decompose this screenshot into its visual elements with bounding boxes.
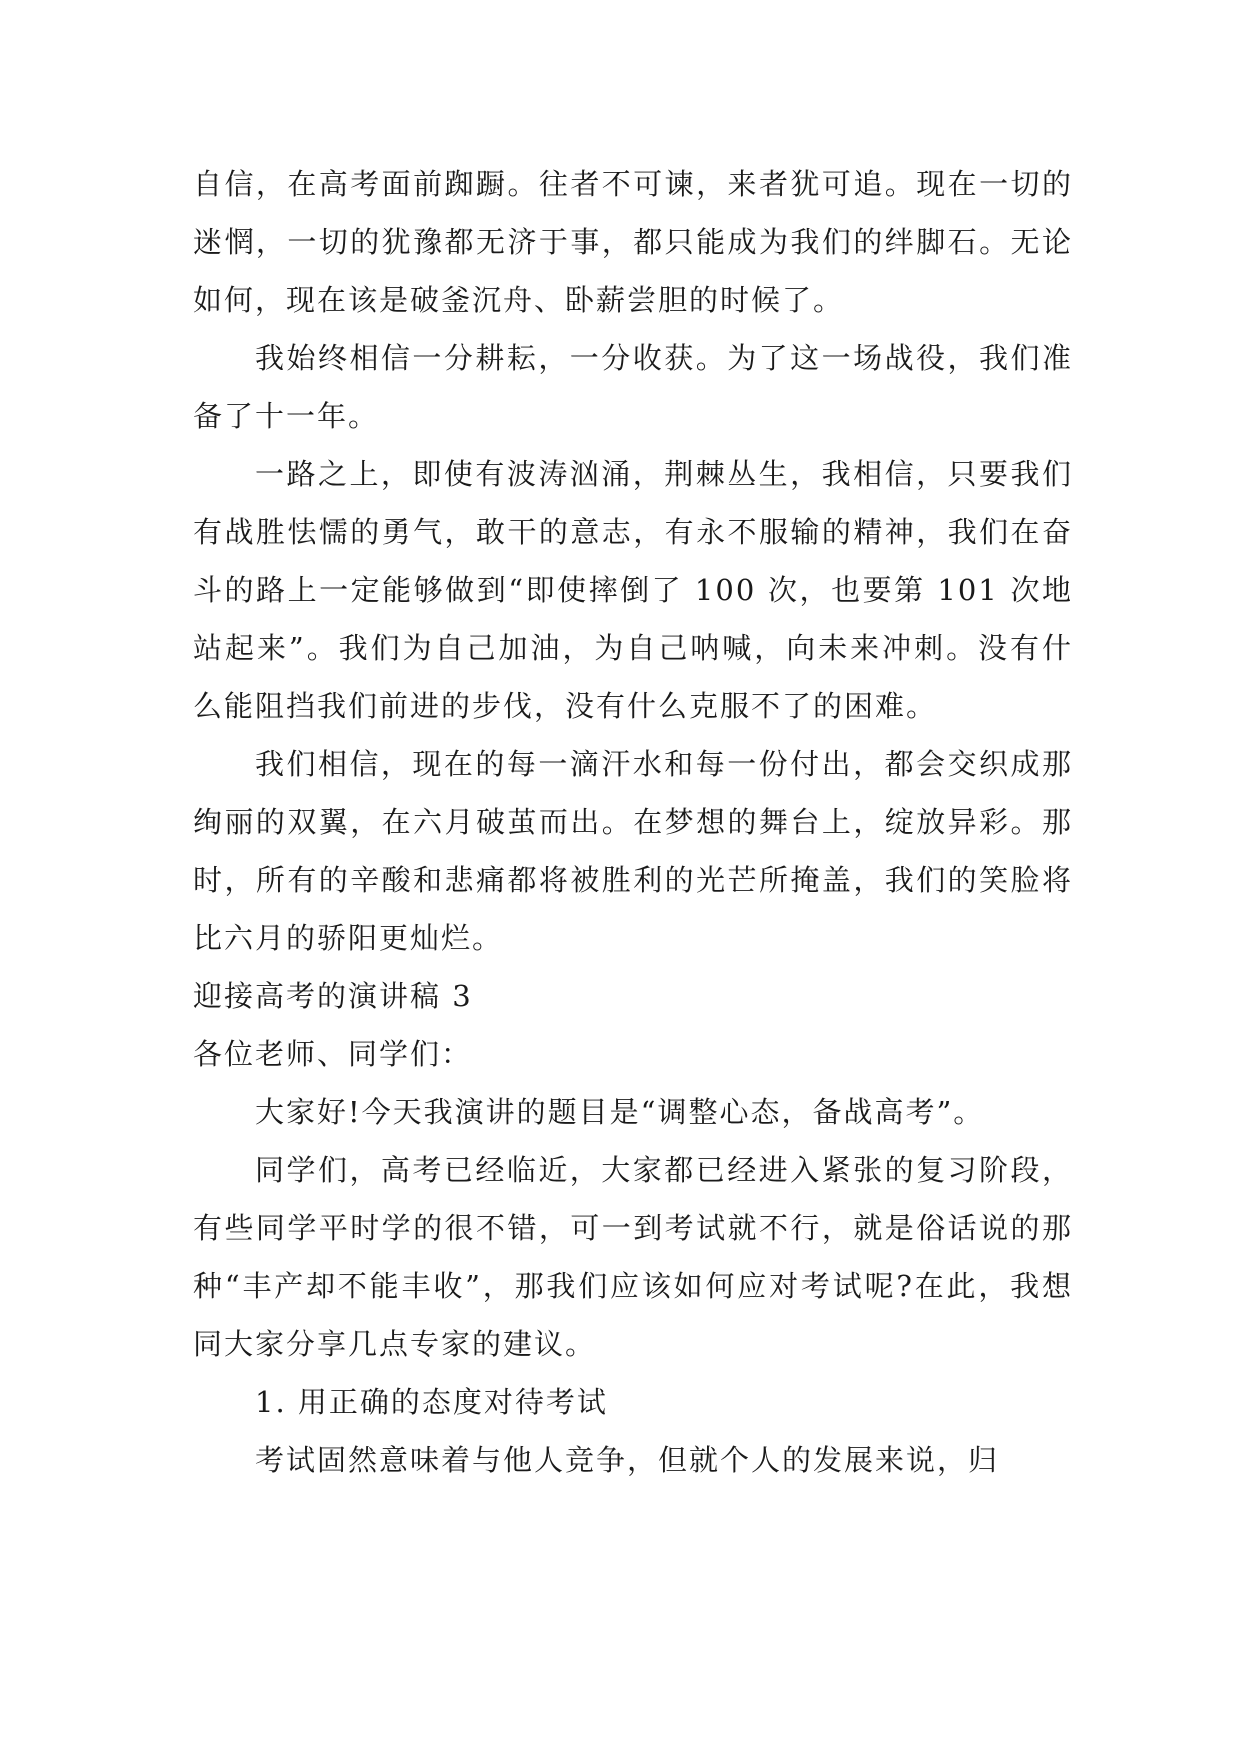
paragraph: 考试固然意味着与他人竞争，但就个人的发展来说，归 — [255, 1443, 1000, 1477]
document-body — [193, 155, 1073, 1489]
paragraph: 自信，在高考面前踟蹰。往者不可谏，来者犹可追。现在一切的迷惘，一切的犹豫都无济于事，都只能成为我们的绊脚石。无论如何，现在该是破釜沉舟、卧薪尝胆的时候了。 — [193, 167, 1073, 317]
section-heading: 迎接高考的演讲稿 3 — [193, 979, 473, 1013]
paragraph: 一路之上，即使有波涛汹涌，荆棘丛生，我相信，只要我们有战胜怯懦的勇气，敢干的意志，有永不服输的精神，我们在奋斗的路上一定能够做到“即使摔倒了 100 次，也要第 101 次地站起来”。我们为自己加油，为自己呐喊，向未来冲刺。没有什么能阻挡我们前进的步伐，没有什么克服不了的困难。 — [193, 457, 1073, 723]
salutation: 各位老师、同学们： — [193, 1037, 473, 1071]
paragraph: 大家好!今天我演讲的题目是“调整心态，备战高考”。 — [255, 1095, 985, 1129]
list-item-heading: 1. 用正确的态度对待考试 — [255, 1385, 608, 1419]
paragraph: 我始终相信一分耕耘，一分收获。为了这一场战役，我们准备了十一年。 — [193, 341, 1073, 433]
paragraph: 我们相信，现在的每一滴汗水和每一份付出，都会交织成那绚丽的双翼，在六月破茧而出。在梦想的舞台上，绽放异彩。那时，所有的辛酸和悲痛都将被胜利的光芒所掩盖，我们的笑脸将比六月的骄阳更灿烂。 — [193, 747, 1073, 955]
paragraph: 同学们，高考已经临近，大家都已经进入紧张的复习阶段，有些同学平时学的很不错，可一到考试就不行，就是俗话说的那种“丰产却不能丰收”，那我们应该如何应对考试呢?在此，我想同大家分享几点专家的建议。 — [193, 1153, 1073, 1361]
